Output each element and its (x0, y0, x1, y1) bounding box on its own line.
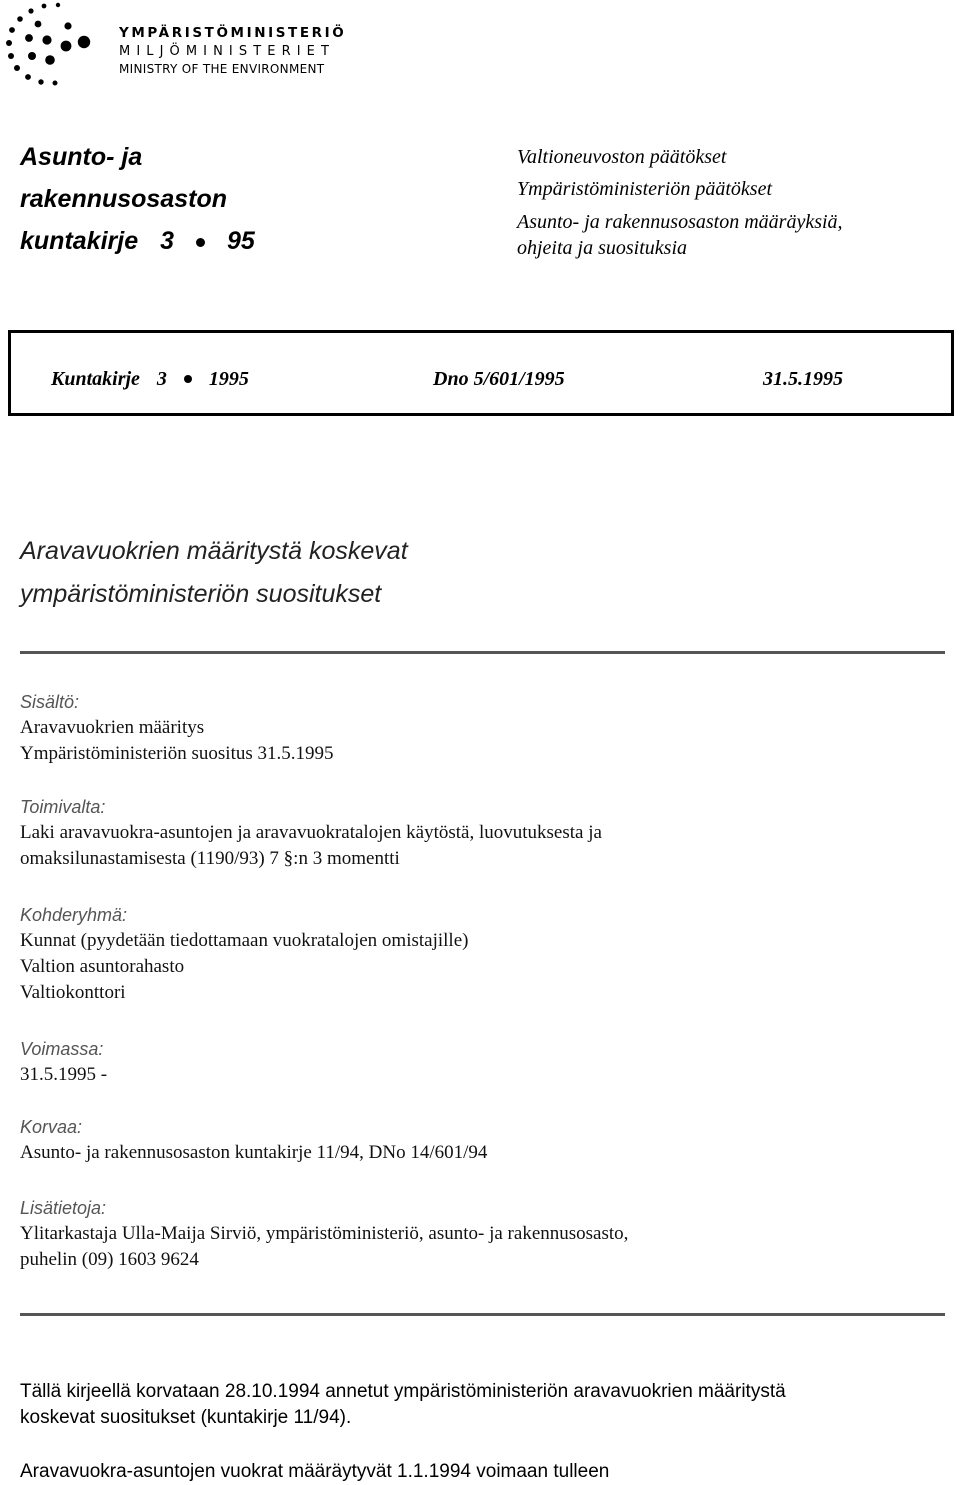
section-contents (20, 689, 334, 767)
logo-line-english: MINISTRY OF THE ENVIRONMENT (119, 62, 325, 76)
section-label: Sisältö: (20, 692, 80, 712)
series-line-1: Asunto- ja (20, 143, 143, 171)
section-label: Korvaa: (20, 1117, 83, 1137)
series-number (20, 220, 255, 262)
publication-type: Ympäristöministeriön päätökset (517, 178, 773, 200)
section-label: Toimivalta: (20, 797, 106, 817)
reference-series-word: Kuntakirje (51, 368, 140, 390)
publication-type: Asunto- ja rakennusosaston määräyksiä, (517, 211, 843, 233)
title-line-1: Aravavuokrien määritystä koskevat (20, 537, 408, 565)
section-line: puhelin (09) 1603 9624 (20, 1249, 199, 1270)
publication-types (517, 141, 843, 261)
section-more-info (20, 1195, 628, 1273)
rent-paragraph (20, 1459, 609, 1485)
reference-box (8, 330, 954, 416)
title-line-2: ympäristöministeriön suositukset (20, 580, 382, 608)
section-line: Ympäristöministeriön suositus 31.5.1995 (20, 743, 334, 764)
section-line: Aravavuokrien määritys (20, 717, 205, 738)
publication-type: Valtioneuvoston päätökset (517, 146, 727, 168)
bullet-icon (196, 238, 205, 247)
section-label: Lisätietoja: (20, 1198, 107, 1218)
section-line: 31.5.1995 - (20, 1064, 108, 1085)
reference-date: 31.5.1995 (763, 368, 843, 390)
reference-series (51, 367, 249, 391)
reference-dno: Dno 5/601/1995 (433, 368, 565, 390)
series-issue: 3 (160, 227, 175, 255)
publication-type-continued: ohjeita ja suosituksia (517, 237, 687, 259)
paragraph-line: Aravavuokra-asuntojen vuokrat määräytyvät 1.1.1994 voimaan tulleen (20, 1461, 610, 1482)
paragraph-line: Tällä kirjeellä korvataan 28.10.1994 annetut ympäristöministeriön aravavuokrien määritystä (20, 1381, 786, 1402)
section-replaces (20, 1114, 487, 1166)
section-target-group (20, 902, 468, 1006)
section-line: Valtion asuntorahasto (20, 956, 185, 977)
series-year: 95 (227, 227, 255, 255)
series-line-2: rakennusosaston (20, 185, 228, 213)
paragraph-line: koskevat suositukset (kuntakirje 11/94). (20, 1407, 352, 1428)
ministry-logo-text (119, 24, 346, 77)
section-line: Kunnat (pyydetään tiedottamaan vuokratalojen omistajille) (20, 930, 469, 951)
section-line: omaksilunastamisesta (1190/93) 7 §:n 3 momentti (20, 848, 400, 869)
reference-number: 3 (156, 368, 167, 390)
reference-year: 1995 (208, 368, 249, 390)
section-label: Kohderyhmä: (20, 905, 128, 925)
series-word: kuntakirje (20, 227, 139, 255)
document-title (20, 530, 408, 616)
divider (20, 651, 945, 654)
logo-line-finnish: YMPÄRISTÖMINISTERIÖ (119, 25, 347, 41)
section-label: Voimassa: (20, 1039, 104, 1059)
section-valid (20, 1036, 107, 1088)
logo-line-swedish: MILJÖMINISTERIET (119, 44, 335, 59)
intro-paragraph (20, 1379, 786, 1431)
section-authority (20, 794, 602, 872)
section-line: Valtiokonttori (20, 982, 126, 1003)
section-line: Ylitarkastaja Ulla-Maija Sirviö, ympäristöministeriö, asunto- ja rakennusosasto, (20, 1223, 629, 1244)
series-heading (20, 136, 255, 262)
section-line: Laki aravavuokra-asuntojen ja aravavuokratalojen käytöstä, luovutuksesta ja (20, 822, 602, 843)
ministry-logo-icon (2, 0, 112, 86)
divider (20, 1313, 945, 1316)
bullet-icon (184, 375, 192, 383)
section-line: Asunto- ja rakennusosaston kuntakirje 11/94, DNo 14/601/94 (20, 1142, 488, 1163)
